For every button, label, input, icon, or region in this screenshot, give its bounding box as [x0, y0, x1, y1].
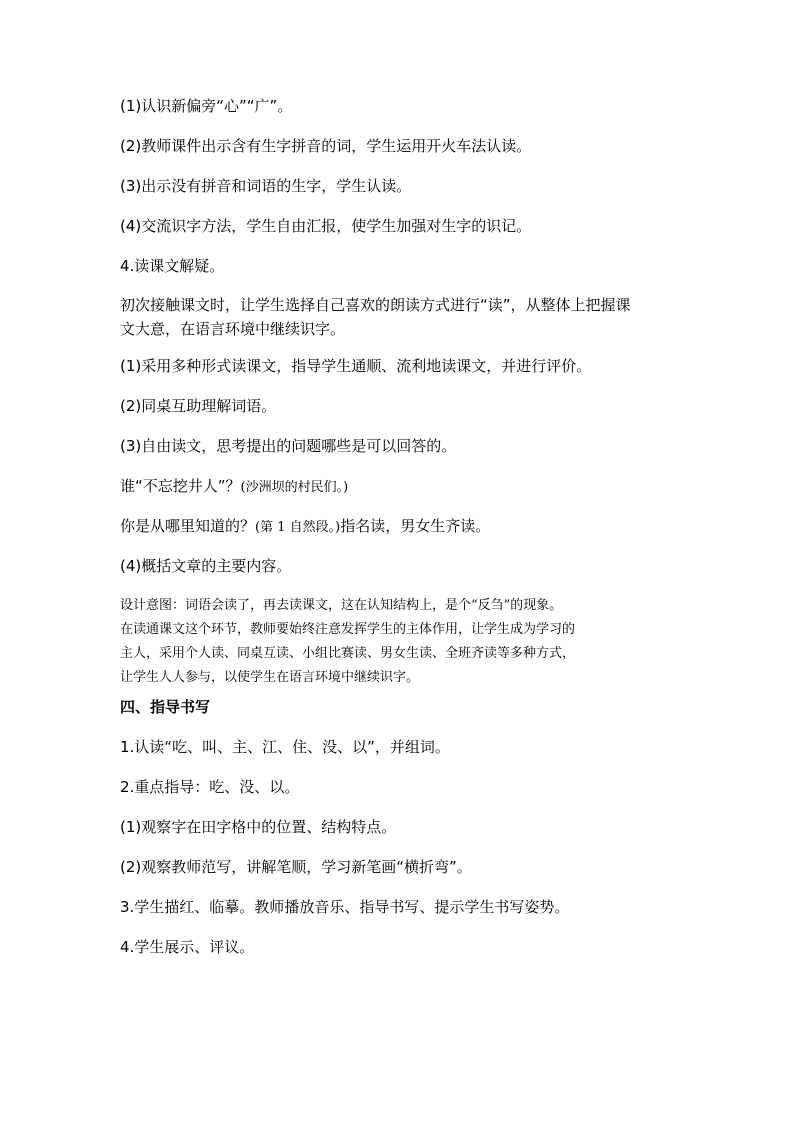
where-question-text: 你是从哪里知道的？ — [120, 517, 256, 535]
where-question-answer: (第 1 自然段。) — [255, 520, 341, 535]
paragraph-first-contact-line-2: 文大意，在语言环境中继续识字。 — [120, 320, 346, 338]
design-intent-note — [120, 594, 690, 690]
design-intent-line-4: 让学生人人参与，以使学生在语言环境中继续识字。 — [120, 670, 420, 685]
paragraph-observe-grid: (1)观察字在田字格中的位置、结构特点。 — [120, 818, 397, 836]
paragraph-show-characters: (3)出示没有拼音和词语的生字，学生认读。 — [120, 177, 412, 195]
who-question-text: 谁“不忘挖井人”？ — [120, 477, 241, 495]
paragraph-first-contact — [120, 293, 680, 341]
paragraph-read-forms: (1)采用多种形式读课文，指导学生通顺、流利地读课文，并进行评价。 — [120, 357, 592, 375]
paragraph-who-question — [120, 476, 680, 498]
paragraph-summarize: (4)概括文章的主要内容。 — [120, 557, 292, 575]
paragraph-key-guidance: 2.重点指导：吃、没、以。 — [120, 778, 300, 796]
paragraph-read-characters: 1.认读“吃、叫、主、江、住、没、以”，并组词。 — [120, 738, 450, 756]
paragraph-first-contact-line-1: 初次接触课文时，让学生选择自己喜欢的朗读方式进行“读”，从整体上把握课 — [120, 296, 631, 314]
paragraph-peer-words: (2)同桌互助理解词语。 — [120, 397, 277, 415]
who-question-answer: (沙洲坝的村民们。) — [240, 480, 349, 495]
paragraph-read-text-heading: 4.读课文解疑。 — [120, 257, 225, 275]
where-question-followup: 指名读，男女生齐读。 — [340, 517, 491, 535]
design-intent-line-2: 在读通课文这个环节，教师要始终注意发挥学生的主体作用，让学生成为学习的 — [120, 622, 576, 637]
design-intent-line-1: 设计意图：词语会读了，再去读课文，这在认知结构上，是个“反刍”的现象。 — [120, 598, 563, 613]
paragraph-observe-teacher: (2)观察教师范写，讲解笔顺，学习新笔画“横折弯”。 — [120, 858, 472, 876]
paragraph-new-radicals: (1)认识新偏旁“心”“广”。 — [120, 97, 293, 115]
paragraph-courseware-words: (2)教师课件出示含有生字拼音的词，学生运用开火车法认读。 — [120, 137, 532, 155]
paragraph-free-reading: (3)自由读文，思考提出的问题哪些是可以回答的。 — [120, 437, 457, 455]
paragraph-show-evaluate: 4.学生展示、评议。 — [120, 938, 255, 956]
paragraph-literacy-methods: (4)交流识字方法，学生自由汇报，使学生加强对生字的识记。 — [120, 217, 532, 235]
paragraph-where-question — [120, 516, 680, 538]
design-intent-line-3: 主人，采用个人读、同桌互读、小组比赛读、男女生读、全班齐读等多种方式， — [120, 646, 576, 661]
paragraph-trace-copy: 3.学生描红、临摹。教师播放音乐、指导书写、提示学生书写姿势。 — [120, 898, 570, 916]
section-heading-writing: 四、指导书写 — [120, 698, 211, 716]
